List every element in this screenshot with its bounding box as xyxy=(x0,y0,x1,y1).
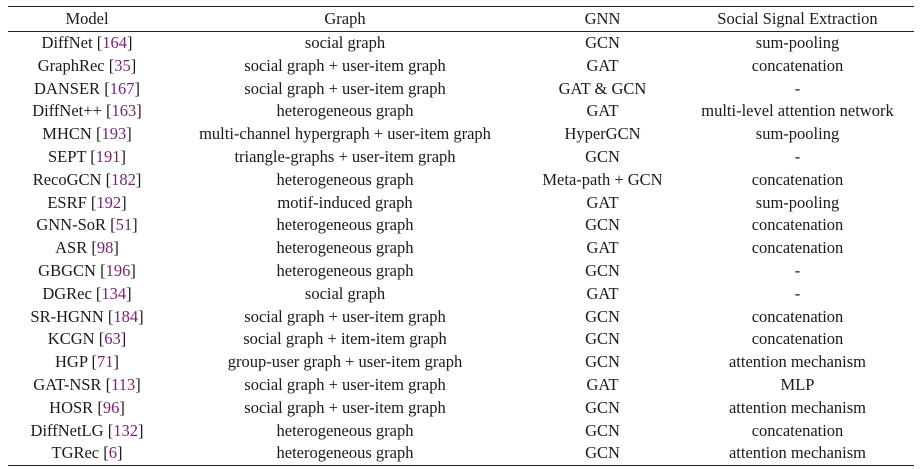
cell-gnn: GAT xyxy=(586,374,619,394)
cell-model: GBGCN [196] xyxy=(38,260,136,280)
cell-model: GNN-SoR [51] xyxy=(36,215,138,235)
model-name: DiffNet++ xyxy=(32,101,102,121)
cell-social-signal-extraction: multi-level attention network xyxy=(701,101,894,121)
cell-graph: social graph + user-item graph xyxy=(244,397,446,417)
cell-model: ASR [98] xyxy=(55,238,119,258)
table-row xyxy=(8,214,914,237)
cell-social-signal-extraction: concatenation xyxy=(751,169,844,189)
cell-social-signal-extraction: concatenation xyxy=(751,238,844,258)
table-row xyxy=(8,328,914,351)
model-name: DGRec xyxy=(42,283,92,303)
citation-link[interactable]: 163 xyxy=(111,101,137,121)
model-name: ASR xyxy=(55,238,88,258)
citation-link[interactable]: 192 xyxy=(96,192,122,212)
cell-social-signal-extraction: MLP xyxy=(780,374,815,394)
table-body xyxy=(8,32,914,466)
cell-gnn: GCN xyxy=(585,306,620,326)
model-name: DANSER xyxy=(34,78,101,98)
cell-social-signal-extraction: attention mechanism xyxy=(728,397,866,417)
model-name: SEPT xyxy=(47,146,87,166)
cell-gnn: GCN xyxy=(585,329,620,349)
cell-social-signal-extraction: - xyxy=(794,260,801,280)
citation-link[interactable]: 193 xyxy=(101,124,127,144)
cell-graph: social graph + user-item graph xyxy=(244,55,446,75)
cell-model: DiffNet++ [163] xyxy=(32,101,142,121)
table-row xyxy=(8,169,914,192)
cell-social-signal-extraction: - xyxy=(794,78,801,98)
cell-gnn: GAT xyxy=(586,55,619,75)
table-row xyxy=(8,123,914,146)
citation-link[interactable]: 96 xyxy=(102,397,120,417)
cell-gnn: GAT & GCN xyxy=(558,78,647,98)
cell-social-signal-extraction: concatenation xyxy=(751,420,844,440)
cell-social-signal-extraction: attention mechanism xyxy=(728,443,866,463)
table-row xyxy=(8,283,914,306)
cell-social-signal-extraction: sum-pooling xyxy=(755,192,840,212)
cell-model: SEPT [191] xyxy=(47,146,127,166)
cell-gnn: GCN xyxy=(585,33,620,52)
cell-gnn: GCN xyxy=(585,397,620,417)
cell-graph: social graph + user-item graph xyxy=(244,306,446,326)
model-name: MHCN xyxy=(42,124,92,144)
table-row xyxy=(8,32,914,55)
cell-graph: multi-channel hypergraph + user-item graph xyxy=(199,124,491,144)
table-row xyxy=(8,442,914,465)
header-model: Model xyxy=(65,9,109,28)
cell-graph: social graph + user-item graph xyxy=(244,78,446,98)
table-row xyxy=(8,192,914,215)
cell-graph: heterogeneous graph xyxy=(276,238,414,258)
model-name: HOSR xyxy=(49,397,94,417)
cell-social-signal-extraction: concatenation xyxy=(751,306,844,326)
header-row xyxy=(8,7,914,32)
cell-gnn: GAT xyxy=(586,101,619,121)
cell-graph: social graph xyxy=(304,33,386,52)
cell-model: GraphRec [35] xyxy=(37,55,137,75)
cell-gnn: GCN xyxy=(585,215,620,235)
model-name: RecoGCN xyxy=(32,169,102,189)
cell-graph: heterogeneous graph xyxy=(276,101,414,121)
cell-model: MHCN [193] xyxy=(42,124,132,144)
citation-link[interactable]: 51 xyxy=(115,215,133,235)
cell-model: HOSR [96] xyxy=(49,397,125,417)
cell-gnn: GAT xyxy=(586,283,619,303)
cell-graph: heterogeneous graph xyxy=(276,260,414,280)
citation-link[interactable]: 98 xyxy=(96,238,114,258)
cell-gnn: GAT xyxy=(586,192,619,212)
table-row xyxy=(8,237,914,260)
cell-graph: group-user graph + user-item graph xyxy=(227,352,463,372)
header-social-signal-extraction: Social Signal Extraction xyxy=(717,9,878,28)
cell-gnn: GCN xyxy=(585,146,620,166)
cell-social-signal-extraction: sum-pooling xyxy=(755,33,840,52)
cell-model: DiffNetLG [132] xyxy=(30,420,144,440)
table-row xyxy=(8,146,914,169)
table-row xyxy=(8,374,914,397)
cell-gnn: GAT xyxy=(586,238,619,258)
model-name: ESRF xyxy=(47,192,87,212)
model-name: TGRec xyxy=(51,443,100,463)
citation-link[interactable]: 196 xyxy=(105,260,131,280)
model-name: HGP xyxy=(54,352,88,372)
cell-model: SR-HGNN [184] xyxy=(30,306,144,326)
comparison-table xyxy=(8,6,914,466)
cell-social-signal-extraction: concatenation xyxy=(751,215,844,235)
table-row xyxy=(8,306,914,329)
model-name: DiffNet xyxy=(41,33,93,52)
table-row xyxy=(8,55,914,78)
model-name: KCGN xyxy=(47,329,95,349)
citation-link[interactable]: 184 xyxy=(113,306,139,326)
cell-graph: social graph xyxy=(304,283,386,303)
citation-link[interactable]: 6 xyxy=(108,443,118,463)
cell-model: ESRF [192] xyxy=(47,192,127,212)
cell-gnn: HyperGCN xyxy=(564,124,641,144)
cell-gnn: GCN xyxy=(585,352,620,372)
citation-link[interactable]: 63 xyxy=(104,329,121,349)
table-header xyxy=(8,7,914,32)
cell-gnn: GCN xyxy=(585,420,620,440)
cell-graph: heterogeneous graph xyxy=(276,443,414,463)
citation-link[interactable]: 164 xyxy=(102,33,127,52)
citation-link[interactable]: 71 xyxy=(97,352,114,372)
cell-social-signal-extraction: attention mechanism xyxy=(728,352,866,372)
model-name: GAT-NSR xyxy=(33,374,102,394)
cell-graph: heterogeneous graph xyxy=(276,169,414,189)
cell-model: DGRec [134] xyxy=(42,283,132,303)
table-row xyxy=(8,420,914,443)
cell-gnn: Meta-path + GCN xyxy=(542,169,663,189)
model-name: GBGCN xyxy=(38,260,96,280)
citation-link[interactable]: 134 xyxy=(101,283,127,303)
cell-social-signal-extraction: - xyxy=(794,146,801,166)
cell-model: TGRec [6] xyxy=(51,443,123,463)
cell-gnn: GCN xyxy=(585,443,620,463)
table-row xyxy=(8,78,914,101)
cell-social-signal-extraction: sum-pooling xyxy=(755,124,840,144)
cell-model: HGP [71] xyxy=(54,352,120,372)
model-name: GNN-SoR xyxy=(36,215,107,235)
model-name: GraphRec xyxy=(37,55,105,75)
cell-model: RecoGCN [182] xyxy=(32,169,142,189)
cell-graph: heterogeneous graph xyxy=(276,420,414,440)
cell-model: GAT-NSR [113] xyxy=(33,374,141,394)
cell-graph: social graph + user-item graph xyxy=(244,374,446,394)
cell-model: DiffNet [164] xyxy=(41,33,133,52)
citation-link[interactable]: 35 xyxy=(114,55,131,75)
cell-social-signal-extraction: concatenation xyxy=(751,329,844,349)
table-row xyxy=(8,351,914,374)
cell-graph: social graph + item-item graph xyxy=(243,329,447,349)
citation-link[interactable]: 167 xyxy=(109,78,135,98)
model-name: SR-HGNN xyxy=(30,306,104,326)
header-gnn: GNN xyxy=(584,9,621,28)
cell-social-signal-extraction: - xyxy=(794,283,801,303)
cell-social-signal-extraction: concatenation xyxy=(751,55,844,75)
citation-link[interactable]: 182 xyxy=(111,169,136,189)
model-name: DiffNetLG xyxy=(30,420,104,440)
cell-graph: triangle-graphs + user-item graph xyxy=(234,146,456,166)
header-graph: Graph xyxy=(324,9,366,28)
citation-link[interactable]: 132 xyxy=(113,420,138,440)
cell-graph: motif-induced graph xyxy=(277,192,413,212)
table-row xyxy=(8,397,914,420)
citation-link[interactable]: 191 xyxy=(95,146,121,166)
citation-link[interactable]: 113 xyxy=(111,374,136,394)
cell-gnn: GCN xyxy=(585,260,620,280)
table-row xyxy=(8,100,914,123)
comparison-table-container xyxy=(8,6,914,466)
cell-model: KCGN [63] xyxy=(47,329,127,349)
cell-model: DANSER [167] xyxy=(34,78,140,98)
table-row xyxy=(8,260,914,283)
cell-graph: heterogeneous graph xyxy=(276,215,414,235)
